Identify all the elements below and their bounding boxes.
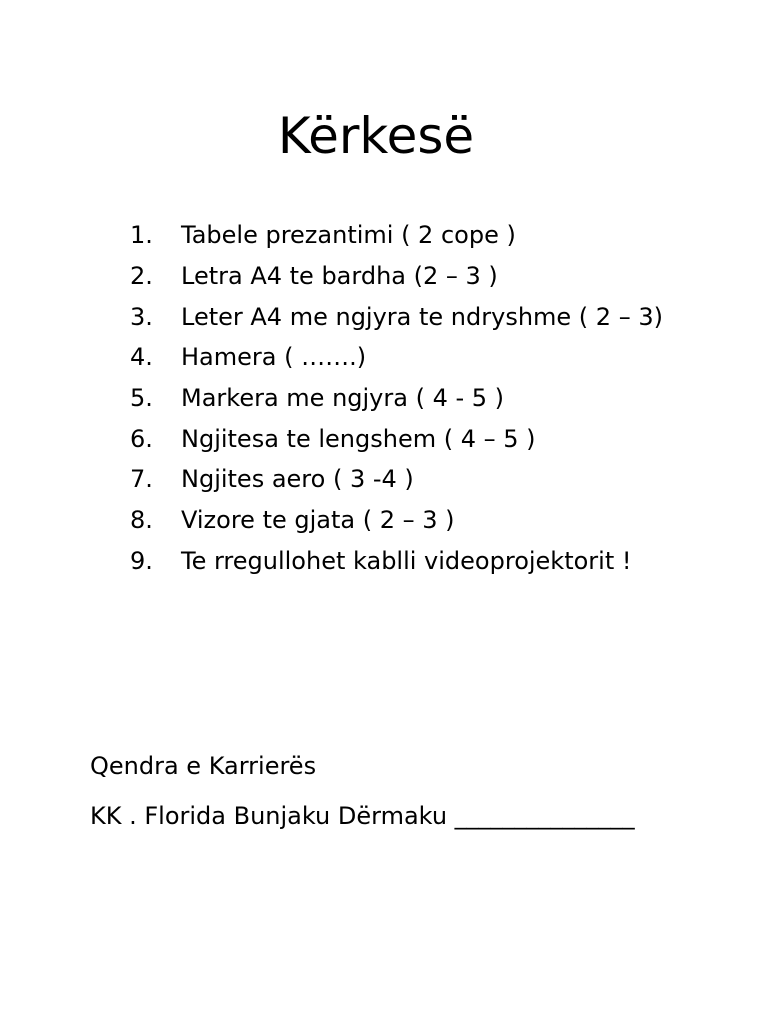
list-item-number: 1. (130, 221, 153, 250)
list-item-text: Te rregullohet kablli videoprojektorit ! (181, 546, 632, 575)
list-item (130, 459, 663, 500)
list-item-text: Ngjitesa te lengshem ( 4 – 5 ) (181, 424, 536, 453)
list-item-text: Letra A4 te bardha (2 – 3 ) (181, 262, 498, 291)
signature-line: KK . Florida Bunjaku Dërmaku _______________ (90, 802, 635, 830)
list-item-text: Tabele prezantimi ( 2 cope ) (181, 221, 516, 250)
organization-name: Qendra e Karrierës (90, 752, 317, 780)
list-item (130, 378, 663, 419)
request-list (130, 215, 663, 581)
list-item-text: Leter A4 me ngjyra te ndryshme ( 2 – 3) (181, 302, 663, 331)
document-footer (90, 746, 635, 846)
list-item-number: 5. (130, 384, 153, 413)
document-title: Kërkesë (277, 107, 475, 165)
list-item (130, 337, 663, 378)
list-item-number: 4. (130, 343, 153, 372)
list-item-number: 3. (130, 302, 153, 331)
list-item (130, 418, 663, 459)
list-item-number: 6. (130, 424, 153, 453)
list-item (130, 541, 663, 582)
list-item (130, 256, 663, 297)
list-item-number: 9. (130, 546, 153, 575)
list-item (130, 296, 663, 337)
list-item-number: 8. (130, 506, 153, 535)
list-item-text: Vizore te gjata ( 2 – 3 ) (181, 506, 455, 535)
list-item-text: Hamera ( …….) (181, 343, 367, 372)
list-item (130, 215, 663, 256)
list-item (130, 500, 663, 541)
list-item-text: Markera me ngjyra ( 4 - 5 ) (181, 384, 505, 413)
list-item-number: 2. (130, 262, 153, 291)
list-item-number: 7. (130, 465, 153, 494)
list-item-text: Ngjites aero ( 3 -4 ) (181, 465, 414, 494)
